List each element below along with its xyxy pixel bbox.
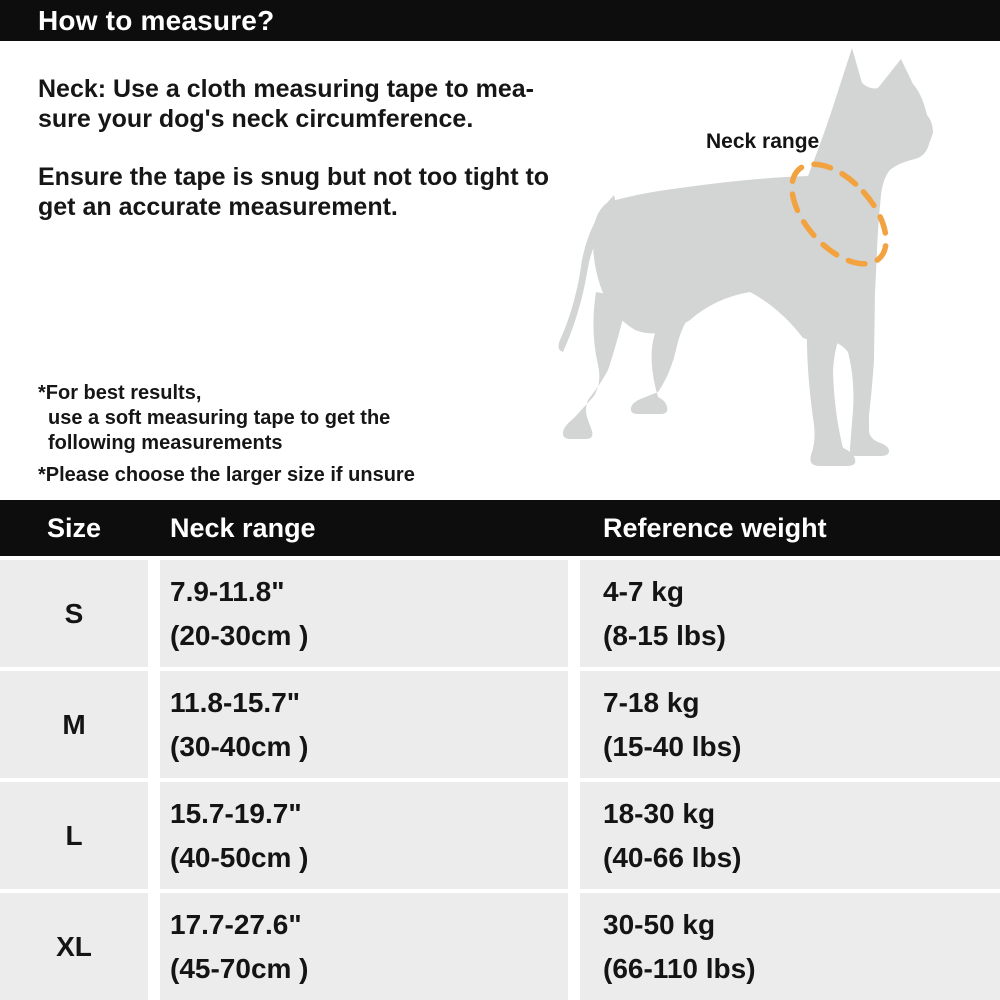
weight-lbs: (66-110 lbs): [603, 952, 756, 984]
footnotes: [38, 381, 415, 488]
table-row-s: [0, 560, 1000, 667]
size-cell: M: [0, 671, 148, 778]
neck-cm: (40-50cm ): [170, 841, 309, 873]
instruction-line: sure your dog's neck circumference.: [38, 105, 474, 133]
reference-weight-cell: [580, 671, 1000, 778]
neck-range-label: Neck range: [706, 130, 820, 153]
footnote-best-results: [38, 381, 415, 456]
reference-weight-cell: [580, 893, 1000, 1000]
page-title: How to measure?: [38, 4, 275, 36]
instruction-paragraph-neck: [38, 74, 598, 134]
table-header-row: [0, 500, 1000, 556]
footnote-choose-larger: *Please choose the larger size if unsure: [38, 464, 415, 486]
footnote-line: *For best results,: [38, 382, 202, 404]
column-header-reference-weight: Reference weight: [603, 512, 827, 543]
neck-range-cell: [160, 671, 568, 778]
neck-range-cell: [160, 782, 568, 889]
weight-lbs: (40-66 lbs): [603, 841, 742, 873]
neck-range-cell: [160, 893, 568, 1000]
column-header-size: Size: [46, 512, 102, 543]
dog-measurement-illustration: [530, 30, 1000, 500]
neck-cm: (30-40cm ): [170, 730, 309, 762]
neck-inches: 15.7-19.7": [170, 797, 302, 829]
neck-inches: 11.8-15.7": [170, 686, 301, 718]
neck-inches: 7.9-11.8": [170, 575, 285, 607]
dog-illustration-svg: [530, 30, 1000, 500]
weight-kg: 30-50 kg: [603, 908, 716, 940]
size-cell: S: [0, 560, 148, 667]
instruction-line: Ensure the tape is snug but not too tight to: [38, 163, 550, 191]
instruction-line: Neck: Use a cloth measuring tape to mea-: [38, 75, 534, 103]
footnote-line: use a soft measuring tape to get the: [48, 407, 391, 429]
neck-inches: 17.7-27.6": [170, 908, 302, 940]
neck-cm: (20-30cm ): [170, 619, 309, 651]
weight-kg: 4-7 kg: [603, 575, 684, 607]
size-chart-table: [0, 500, 1000, 1000]
table-row-xl: [0, 893, 1000, 1000]
weight-lbs: (15-40 lbs): [603, 730, 742, 762]
table-row-l: [0, 782, 1000, 889]
weight-lbs: (8-15 lbs): [603, 619, 726, 651]
size-cell: XL: [0, 893, 148, 1000]
reference-weight-cell: [580, 782, 1000, 889]
column-header-neck-range: Neck range: [170, 512, 316, 543]
reference-weight-cell: [580, 560, 1000, 667]
footnote-line: following measurements: [48, 432, 283, 454]
neck-range-cell: [160, 560, 568, 667]
weight-kg: 18-30 kg: [603, 797, 716, 829]
neck-cm: (45-70cm ): [170, 952, 309, 984]
instruction-line: get an accurate measurement.: [38, 193, 398, 221]
table-row-m: [0, 671, 1000, 778]
measuring-instructions: [38, 74, 598, 222]
instruction-paragraph-snug: [38, 162, 598, 222]
size-cell: L: [0, 782, 148, 889]
weight-kg: 7-18 kg: [603, 686, 700, 718]
